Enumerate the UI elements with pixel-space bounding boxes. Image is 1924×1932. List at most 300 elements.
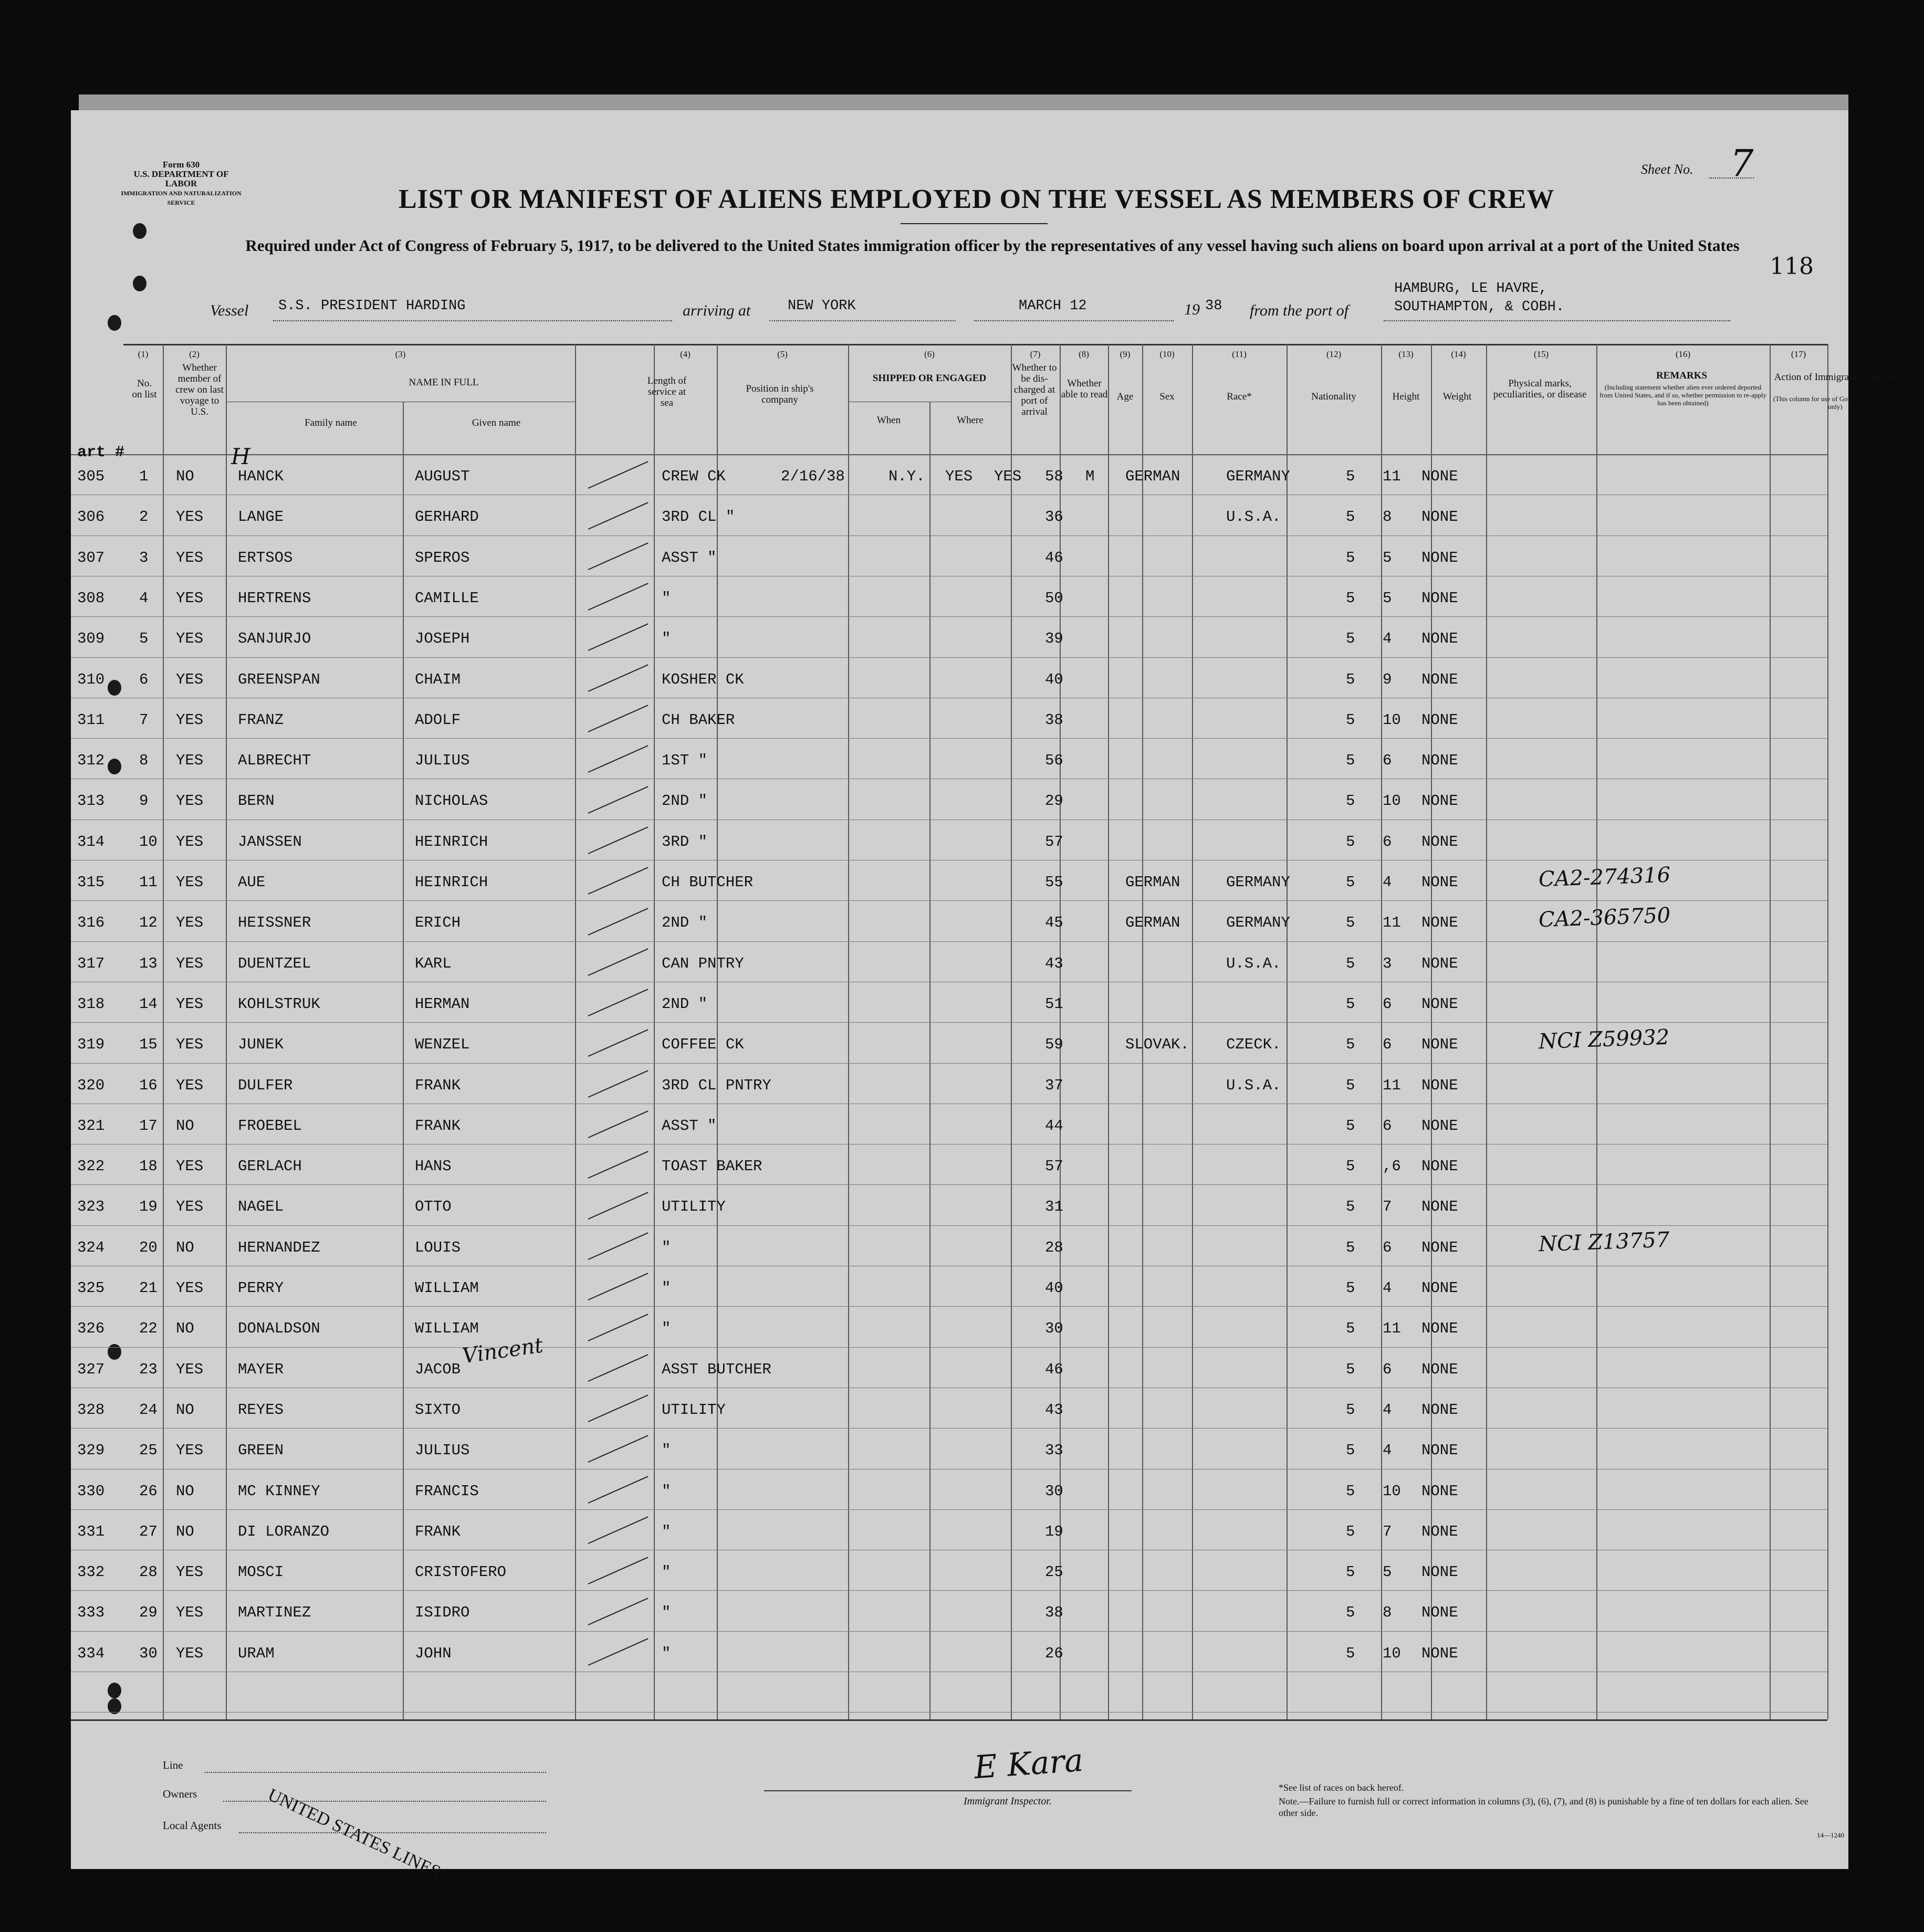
- art-number: 328: [77, 1401, 105, 1419]
- column-number: (1): [138, 349, 149, 359]
- column-number: (17): [1791, 349, 1806, 359]
- physical-marks: NONE: [1421, 874, 1458, 891]
- weight: 6: [1383, 1036, 1392, 1054]
- height: 5: [1346, 792, 1355, 810]
- family-name: URAM: [238, 1644, 275, 1662]
- family-name: NAGEL: [238, 1198, 284, 1216]
- weight: 8: [1383, 508, 1392, 526]
- service-tick-mark: [588, 1435, 649, 1463]
- height: 5: [1346, 549, 1355, 566]
- physical-marks: NONE: [1421, 1036, 1458, 1054]
- family-name: HERTRENS: [238, 589, 311, 607]
- from-port-line2: SOUTHAMPTON, & COBH.: [1394, 299, 1565, 315]
- last-voyage: YES: [176, 833, 204, 850]
- given-name: FRANK: [415, 1522, 461, 1540]
- table-row: [71, 741, 1827, 781]
- physical-marks: NONE: [1421, 1401, 1458, 1419]
- position: ": [662, 1522, 671, 1540]
- weight: 4: [1383, 630, 1392, 648]
- height: 5: [1346, 752, 1355, 770]
- table-row: [71, 1147, 1827, 1187]
- nationality: GERMANY: [1226, 874, 1290, 891]
- age: 43: [1045, 954, 1063, 972]
- page-code: 118: [1770, 253, 1814, 280]
- weight: 6: [1383, 1238, 1392, 1256]
- weight: 7: [1383, 1522, 1392, 1540]
- weight: 10: [1383, 1644, 1401, 1662]
- column-number: (2): [189, 349, 200, 359]
- physical-marks: NONE: [1421, 508, 1458, 526]
- position: ": [662, 1442, 671, 1460]
- height: 5: [1346, 1644, 1355, 1662]
- height: 5: [1346, 1158, 1355, 1175]
- remarks-handwritten: CA2-274316: [1538, 863, 1671, 892]
- header-name-in-full: NAME IN FULL: [409, 377, 479, 388]
- height: 5: [1346, 1563, 1355, 1581]
- age: 31: [1045, 1198, 1063, 1216]
- art-number: 313: [77, 792, 105, 810]
- family-name: MOSCI: [238, 1563, 284, 1581]
- list-number: 21: [139, 1279, 158, 1297]
- family-name: GREENSPAN: [238, 670, 320, 688]
- last-voyage: NO: [176, 1117, 194, 1135]
- physical-marks: NONE: [1421, 630, 1458, 648]
- art-number: 307: [77, 549, 105, 566]
- height: 5: [1346, 1482, 1355, 1500]
- header-age: Age: [1116, 391, 1134, 402]
- footer-owners-label: Owners: [163, 1788, 197, 1800]
- table-row: [71, 1268, 1827, 1309]
- weight: 7: [1383, 1198, 1392, 1216]
- position: UTILITY: [662, 1401, 726, 1419]
- weight: 6: [1383, 833, 1392, 850]
- physical-marks: NONE: [1421, 914, 1458, 932]
- art-number: 318: [77, 995, 105, 1013]
- able-to-read: YES: [994, 468, 1022, 485]
- header-race: Race*: [1227, 391, 1252, 402]
- physical-marks: NONE: [1421, 1238, 1458, 1256]
- manifest-sheet: [71, 110, 1898, 1882]
- last-voyage: YES: [176, 1036, 204, 1054]
- handwritten-h-correction: H: [231, 444, 250, 469]
- remarks-handwritten: NCI Z59932: [1538, 1025, 1670, 1054]
- row-rule: [71, 1712, 1827, 1713]
- height: 5: [1346, 1117, 1355, 1135]
- header-given-name: Given name: [472, 417, 521, 428]
- height: 5: [1346, 1036, 1355, 1054]
- discharged: YES: [945, 468, 973, 485]
- position: CREW CK: [662, 468, 726, 485]
- art-number: 332: [77, 1563, 105, 1581]
- position: KOSHER CK: [662, 670, 744, 688]
- footer-races-note: *See list of races on back hereof.: [1279, 1782, 1404, 1793]
- position: ": [662, 1604, 671, 1622]
- height: 5: [1346, 1360, 1355, 1378]
- weight: 6: [1383, 1117, 1392, 1135]
- position: ": [662, 1644, 671, 1662]
- physical-marks: NONE: [1421, 1076, 1458, 1094]
- nationality: CZECK.: [1226, 1036, 1281, 1054]
- art-number: 334: [77, 1644, 105, 1662]
- weight: 4: [1383, 1279, 1392, 1297]
- physical-marks: NONE: [1421, 752, 1458, 770]
- weight: 5: [1383, 1563, 1392, 1581]
- art-number: 310: [77, 670, 105, 688]
- position: ASST BUTCHER: [662, 1360, 771, 1378]
- age: 56: [1045, 752, 1063, 770]
- art-number: 321: [77, 1117, 105, 1135]
- position: CH BAKER: [662, 711, 735, 729]
- table-row: [71, 700, 1827, 741]
- service-tick-mark: [588, 461, 649, 489]
- given-name: CHAIM: [415, 670, 461, 688]
- column-number: (14): [1451, 349, 1466, 359]
- page-subtitle: Required under Act of Congress of February 5, 1917, to be delivered to the United States immigration officer by the representatives of any vessel having such aliens on board upon arrival at a port of the United States: [245, 236, 1740, 255]
- footer-line-label: Line: [163, 1759, 183, 1771]
- list-number: 16: [139, 1076, 158, 1094]
- physical-marks: NONE: [1421, 1279, 1458, 1297]
- last-voyage: NO: [176, 1401, 194, 1419]
- service-tick-mark: [588, 1638, 649, 1666]
- last-voyage: YES: [176, 589, 204, 607]
- service-tick-mark: [588, 989, 649, 1016]
- last-voyage: YES: [176, 670, 204, 688]
- position: 3RD CL PNTRY: [662, 1076, 771, 1094]
- age: 30: [1045, 1482, 1063, 1500]
- art-number: 312: [77, 752, 105, 770]
- position: UTILITY: [662, 1198, 726, 1216]
- last-voyage: YES: [176, 1158, 204, 1175]
- height: 5: [1346, 630, 1355, 648]
- art-number: 311: [77, 711, 105, 729]
- header-weight: Weight: [1442, 391, 1472, 402]
- art-number: 333: [77, 1604, 105, 1622]
- service-tick-mark: [588, 1557, 649, 1585]
- position: ": [662, 630, 671, 648]
- family-name: GREEN: [238, 1442, 284, 1460]
- age: 40: [1045, 1279, 1063, 1297]
- table-row: [71, 1593, 1827, 1633]
- last-voyage: YES: [176, 1076, 204, 1094]
- age: 39: [1045, 630, 1063, 648]
- age: 38: [1045, 1604, 1063, 1622]
- form-number: Form 630: [162, 160, 200, 170]
- family-name: HANCK: [238, 468, 284, 485]
- table-row: [71, 1431, 1827, 1471]
- art-number: 329: [77, 1442, 105, 1460]
- footer-line-underline: [205, 1772, 546, 1773]
- age: 26: [1045, 1644, 1063, 1662]
- weight: ,6: [1383, 1158, 1401, 1175]
- weight: 11: [1383, 914, 1401, 932]
- list-number: 3: [139, 549, 149, 566]
- given-name: AUGUST: [415, 468, 470, 485]
- family-name: FRANZ: [238, 711, 284, 729]
- family-name: FROEBEL: [238, 1117, 302, 1135]
- nationality: U.S.A.: [1226, 954, 1281, 972]
- given-name: HEINRICH: [415, 874, 488, 891]
- list-number: 18: [139, 1158, 158, 1175]
- list-number: 20: [139, 1238, 158, 1256]
- arriving-label: arriving at: [683, 302, 751, 319]
- age: 30: [1045, 1320, 1063, 1338]
- given-name: JACOB: [415, 1360, 461, 1378]
- age: 43: [1045, 1401, 1063, 1419]
- table-row: [71, 1472, 1827, 1512]
- art-number: 324: [77, 1238, 105, 1256]
- given-name: GERHARD: [415, 508, 479, 526]
- given-name: FRANCIS: [415, 1482, 479, 1500]
- service-tick-mark: [588, 826, 649, 854]
- list-number: 14: [139, 995, 158, 1013]
- table-row: [71, 660, 1827, 700]
- physical-marks: NONE: [1421, 1604, 1458, 1622]
- footer-agents-underline: [239, 1832, 546, 1833]
- table-row: [71, 457, 1827, 497]
- column-number: (16): [1675, 349, 1691, 359]
- table-row: [71, 1106, 1827, 1147]
- service-tick-mark: [588, 502, 649, 530]
- table-row: [71, 619, 1827, 659]
- family-name: REYES: [238, 1401, 284, 1419]
- height: 5: [1346, 1238, 1355, 1256]
- physical-marks: NONE: [1421, 711, 1458, 729]
- last-voyage: YES: [176, 1442, 204, 1460]
- list-number: 17: [139, 1117, 158, 1135]
- header-remarks: REMARKS: [1656, 370, 1708, 381]
- physical-marks: NONE: [1421, 1320, 1458, 1338]
- vessel-label: Vessel: [210, 302, 249, 319]
- family-name: HERNANDEZ: [238, 1238, 320, 1256]
- position: 2ND ": [662, 792, 708, 810]
- age: 38: [1045, 711, 1063, 729]
- age: 51: [1045, 995, 1063, 1013]
- weight: 10: [1383, 711, 1401, 729]
- department-name: U.S. DEPARTMENT OF LABOR: [133, 169, 229, 188]
- service-tick-mark: [588, 1476, 649, 1504]
- nationality: U.S.A.: [1226, 508, 1281, 526]
- height: 5: [1346, 954, 1355, 972]
- last-voyage: YES: [176, 1604, 204, 1622]
- weight: 4: [1383, 874, 1392, 891]
- height: 5: [1346, 914, 1355, 932]
- age: 28: [1045, 1238, 1063, 1256]
- header-length-service: Length of service at sea: [647, 375, 687, 408]
- family-name: SANJURJO: [238, 630, 311, 648]
- last-voyage: YES: [176, 711, 204, 729]
- from-port-line1: HAMBURG, LE HAVRE,: [1394, 281, 1547, 297]
- footer-code: 14—1240: [1817, 1831, 1844, 1839]
- age: 58: [1045, 468, 1063, 485]
- given-name: HERMAN: [415, 995, 470, 1013]
- height: 5: [1346, 711, 1355, 729]
- table-row: [71, 538, 1827, 579]
- age: 57: [1045, 833, 1063, 850]
- sex: M: [1085, 468, 1095, 485]
- race: GERMAN: [1125, 468, 1180, 485]
- last-voyage: YES: [176, 792, 204, 810]
- service-tick-mark: [588, 908, 649, 936]
- list-number: 9: [139, 792, 149, 810]
- height: 5: [1346, 1442, 1355, 1460]
- header-nationality: Nationality: [1311, 391, 1356, 402]
- height: 5: [1346, 468, 1355, 485]
- age: 29: [1045, 792, 1063, 810]
- given-name: SPEROS: [415, 549, 470, 566]
- age: 36: [1045, 508, 1063, 526]
- weight: 8: [1383, 1604, 1392, 1622]
- age: 59: [1045, 1036, 1063, 1054]
- table-row: [71, 1187, 1827, 1227]
- service-tick-mark: [588, 1314, 649, 1341]
- physical-marks: NONE: [1421, 833, 1458, 850]
- last-voyage: NO: [176, 1522, 194, 1540]
- header-able-read: Whether able to read: [1061, 378, 1108, 400]
- weight: 9: [1383, 670, 1392, 688]
- age: 46: [1045, 549, 1063, 566]
- family-name: ERTSOS: [238, 549, 293, 566]
- list-number: 8: [139, 752, 149, 770]
- position: ": [662, 1279, 671, 1297]
- list-number: 2: [139, 508, 149, 526]
- given-name: WILLIAM: [415, 1279, 479, 1297]
- given-name: CAMILLE: [415, 589, 479, 607]
- last-voyage: YES: [176, 508, 204, 526]
- art-number: 314: [77, 833, 105, 850]
- art-number: 330: [77, 1482, 105, 1500]
- inspector-signature: E Kara: [973, 1741, 1085, 1787]
- arriving-port: NEW YORK: [788, 298, 856, 314]
- footer-fine-note: Note.—Failure to furnish full or correct information in columns (3), (6), (7), and (8) is punishable by a fine of ten dollars for each alien. See other side.: [1279, 1796, 1808, 1818]
- given-name: SIXTO: [415, 1401, 461, 1419]
- table-row: [71, 903, 1827, 943]
- sheet-label: Sheet No.: [1641, 162, 1693, 177]
- weight: 10: [1383, 792, 1401, 810]
- column-number: (9): [1120, 349, 1131, 359]
- art-number: 320: [77, 1076, 105, 1094]
- service-tick-mark: [588, 746, 649, 773]
- position: ": [662, 589, 671, 607]
- position: 3RD CL ": [662, 508, 735, 526]
- list-number: 6: [139, 670, 149, 688]
- shipped-when: 2/16/38: [781, 468, 845, 485]
- race: SLOVAK.: [1125, 1036, 1189, 1054]
- service-tick-mark: [588, 1273, 649, 1301]
- weight: 11: [1383, 1076, 1401, 1094]
- art-number-label: art #: [77, 444, 125, 461]
- height: 5: [1346, 508, 1355, 526]
- age: 55: [1045, 874, 1063, 891]
- height: 5: [1346, 1604, 1355, 1622]
- art-number: 308: [77, 589, 105, 607]
- column-number: (4): [680, 349, 691, 359]
- column-number: (6): [924, 349, 935, 359]
- column-number: (7): [1030, 349, 1041, 359]
- family-name: BERN: [238, 792, 275, 810]
- age: 45: [1045, 914, 1063, 932]
- list-number: 1: [139, 468, 149, 485]
- service-name: IMMIGRATION AND NATURALIZATION SERVICE: [121, 190, 242, 206]
- list-number: 19: [139, 1198, 158, 1216]
- position: COFFEE CK: [662, 1036, 744, 1054]
- column-number: (10): [1159, 349, 1175, 359]
- service-tick-mark: [588, 583, 649, 611]
- weight: 3: [1383, 954, 1392, 972]
- sheet-number: 7: [1730, 142, 1754, 185]
- service-tick-mark: [588, 1516, 649, 1544]
- art-number: 317: [77, 954, 105, 972]
- list-number: 23: [139, 1360, 158, 1378]
- list-number: 22: [139, 1320, 158, 1338]
- family-name: GERLACH: [238, 1158, 302, 1175]
- given-name: KARL: [415, 954, 452, 972]
- service-tick-mark: [588, 1110, 649, 1138]
- header-sex: Sex: [1159, 391, 1175, 402]
- position: ASST ": [662, 549, 717, 566]
- family-name: KOHLSTRUK: [238, 995, 320, 1013]
- given-name: JULIUS: [415, 1442, 470, 1460]
- position: 3RD ": [662, 833, 708, 850]
- table-row: [71, 1025, 1827, 1065]
- family-name: DONALDSON: [238, 1320, 320, 1338]
- header-shipped-engaged: SHIPPED OR ENGAGED: [872, 373, 987, 384]
- physical-marks: NONE: [1421, 1442, 1458, 1460]
- last-voyage: YES: [176, 1644, 204, 1662]
- inspector-signature-line: [764, 1790, 1132, 1791]
- given-name: HEINRICH: [415, 833, 488, 850]
- given-name: FRANK: [415, 1117, 461, 1135]
- inspector-label: Immigrant Inspector.: [964, 1796, 1052, 1807]
- table-row: [71, 1552, 1827, 1593]
- column-number: (11): [1232, 349, 1247, 359]
- position: ": [662, 1238, 671, 1256]
- page-title: LIST OR MANIFEST OF ALIENS EMPLOYED ON THE VESSEL AS MEMBERS OF CREW: [399, 184, 1555, 214]
- service-tick-mark: [588, 1070, 649, 1098]
- table-row: [71, 579, 1827, 619]
- last-voyage: YES: [176, 1279, 204, 1297]
- given-name: CRISTOFERO: [415, 1563, 507, 1581]
- family-name: HEISSNER: [238, 914, 311, 932]
- service-tick-mark: [588, 1151, 649, 1179]
- physical-marks: NONE: [1421, 1117, 1458, 1135]
- height: 5: [1346, 1522, 1355, 1540]
- list-number: 25: [139, 1442, 158, 1460]
- table-row: [71, 1066, 1827, 1106]
- column-number: (3): [395, 349, 406, 359]
- header-discharged: Whether to be dis-charged at port of arrival: [1012, 362, 1057, 417]
- physical-marks: NONE: [1421, 1360, 1458, 1378]
- art-number: 315: [77, 874, 105, 891]
- weight: 4: [1383, 1401, 1392, 1419]
- service-tick-mark: [588, 1354, 649, 1382]
- family-name: MARTINEZ: [238, 1604, 311, 1622]
- family-name: DULFER: [238, 1076, 293, 1094]
- height: 5: [1346, 670, 1355, 688]
- remarks-handwritten: NCI Z13757: [1538, 1227, 1670, 1257]
- family-name: DUENTZEL: [238, 954, 311, 972]
- physical-marks: NONE: [1421, 589, 1458, 607]
- column-number: (5): [777, 349, 788, 359]
- table-bottom-border: [71, 1719, 1827, 1721]
- last-voyage: YES: [176, 630, 204, 648]
- age: 33: [1045, 1442, 1063, 1460]
- art-number: 309: [77, 630, 105, 648]
- family-name: MC KINNEY: [238, 1482, 320, 1500]
- last-voyage: YES: [176, 995, 204, 1013]
- height: 5: [1346, 589, 1355, 607]
- height: 5: [1346, 1279, 1355, 1297]
- last-voyage: YES: [176, 1198, 204, 1216]
